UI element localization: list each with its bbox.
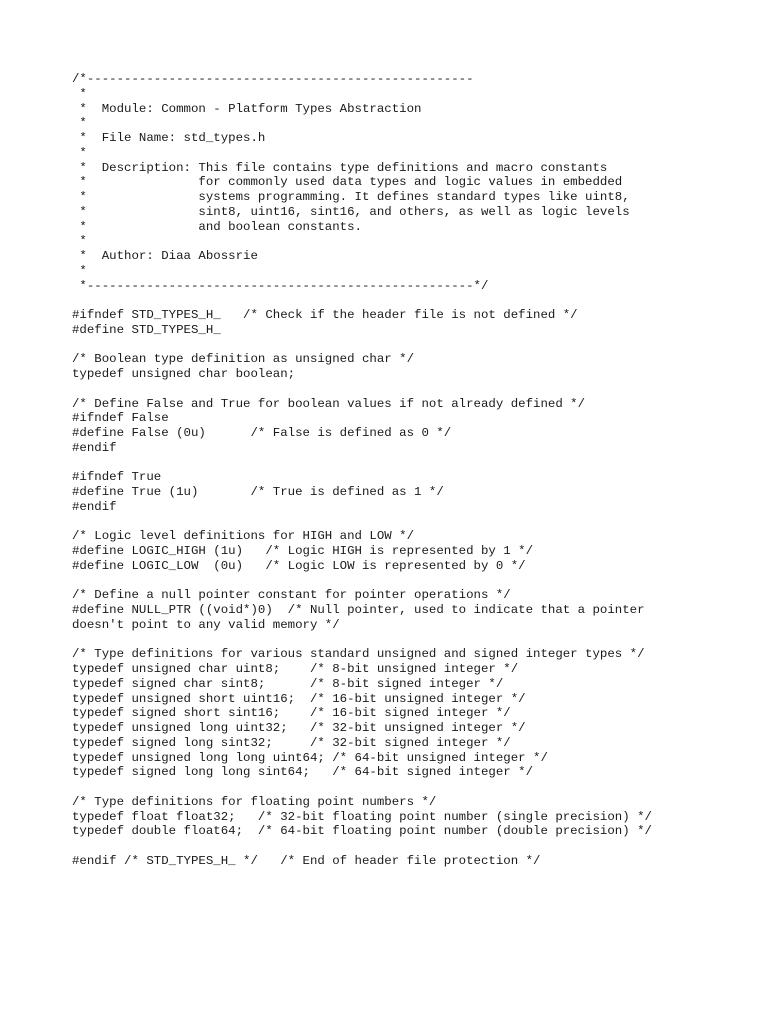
- code-line: * File Name: std_types.h: [72, 131, 266, 145]
- code-line: * Author: Diaa Abossrie: [72, 249, 258, 263]
- code-line: [72, 338, 652, 353]
- code-line: * and boolean constants.: [72, 219, 362, 234]
- code-line: [72, 574, 652, 589]
- code-line: typedef signed long sint32; /* 32-bit signed integer */: [72, 735, 511, 750]
- code-line: /* Type definitions for various standard unsigned and signed integer types */: [72, 647, 645, 662]
- code-line: * sint8, uint16, sint16, and others, as well as logic levels: [72, 204, 630, 219]
- code-line: typedef unsigned long uint32; /* 32-bit unsigned integer */: [72, 721, 526, 735]
- code-line: #define STD_TYPES_H_: [72, 322, 221, 337]
- code-line: * for commonly used data types and logic values in embedded: [72, 175, 623, 190]
- code-listing: [72, 72, 652, 869]
- code-line: typedef signed short sint16; /* 16-bit signed integer */: [72, 706, 511, 721]
- code-line: #define False (0u) /* False is defined as 0 */: [72, 426, 452, 440]
- code-line: /*----------------------------------------------------: [72, 72, 474, 86]
- code-line: /* Logic level definitions for HIGH and LOW */: [72, 529, 415, 544]
- code-line: /* Type definitions for floating point numbers */: [72, 794, 437, 809]
- code-line: #define NULL_PTR ((void*)0) /* Null pointer, used to indicate that a pointer: [72, 603, 645, 617]
- code-line: * Description: This file contains type definitions and macro constants: [72, 160, 608, 175]
- code-line: #ifndef True: [72, 470, 162, 485]
- code-line: #endif /* STD_TYPES_H_ */ /* End of header file protection */: [72, 853, 541, 868]
- code-line: * Module: Common - Platform Types Abstraction: [72, 101, 422, 116]
- code-line: #define True (1u) /* True is defined as 1 */: [72, 485, 444, 499]
- code-line: #define LOGIC_LOW (0u) /* Logic LOW is represented by 0 */: [72, 558, 526, 573]
- code-line: *: [72, 234, 87, 249]
- code-line: #ifndef False: [72, 411, 169, 426]
- code-line: typedef unsigned short uint16; /* 16-bit unsigned integer */: [72, 691, 526, 706]
- code-line: *: [72, 116, 87, 131]
- code-line: [72, 839, 652, 854]
- code-line: [72, 456, 652, 471]
- code-line: /* Boolean type definition as unsigned char */: [72, 352, 415, 367]
- code-line: #endif: [72, 499, 117, 514]
- code-line: typedef unsigned long long uint64; /* 64-bit unsigned integer */: [72, 750, 548, 765]
- code-line: typedef unsigned char uint8; /* 8-bit unsigned integer */: [72, 662, 519, 676]
- code-line: [72, 633, 652, 648]
- code-line: *: [72, 263, 87, 278]
- code-line: typedef signed char sint8; /* 8-bit signed integer */: [72, 676, 504, 691]
- code-line: *: [72, 145, 87, 160]
- code-line: #define LOGIC_HIGH (1u) /* Logic HIGH is represented by 1 */: [72, 544, 534, 558]
- code-line: *----------------------------------------------------*/: [72, 278, 489, 293]
- code-line: [72, 382, 652, 397]
- code-line: /* Define a null pointer constant for pointer operations */: [72, 588, 511, 603]
- code-line: typedef float float32; /* 32-bit floating point number (single precision) */: [72, 809, 652, 824]
- code-line: doesn't point to any valid memory */: [72, 617, 340, 632]
- code-line: [72, 780, 652, 795]
- code-line: /* Define False and True for boolean values if not already defined */: [72, 396, 586, 411]
- code-line: typedef unsigned char boolean;: [72, 367, 296, 381]
- code-line: * systems programming. It defines standard types like uint8,: [72, 190, 630, 204]
- code-line: [72, 293, 652, 308]
- code-line: #endif: [72, 440, 117, 455]
- code-line: *: [72, 86, 87, 101]
- code-line: typedef double float64; /* 64-bit floating point number (double precision) */: [72, 824, 652, 839]
- code-line: typedef signed long long sint64; /* 64-bit signed integer */: [72, 765, 534, 780]
- code-line: #ifndef STD_TYPES_H_ /* Check if the header file is not defined */: [72, 308, 578, 322]
- code-line: [72, 515, 652, 530]
